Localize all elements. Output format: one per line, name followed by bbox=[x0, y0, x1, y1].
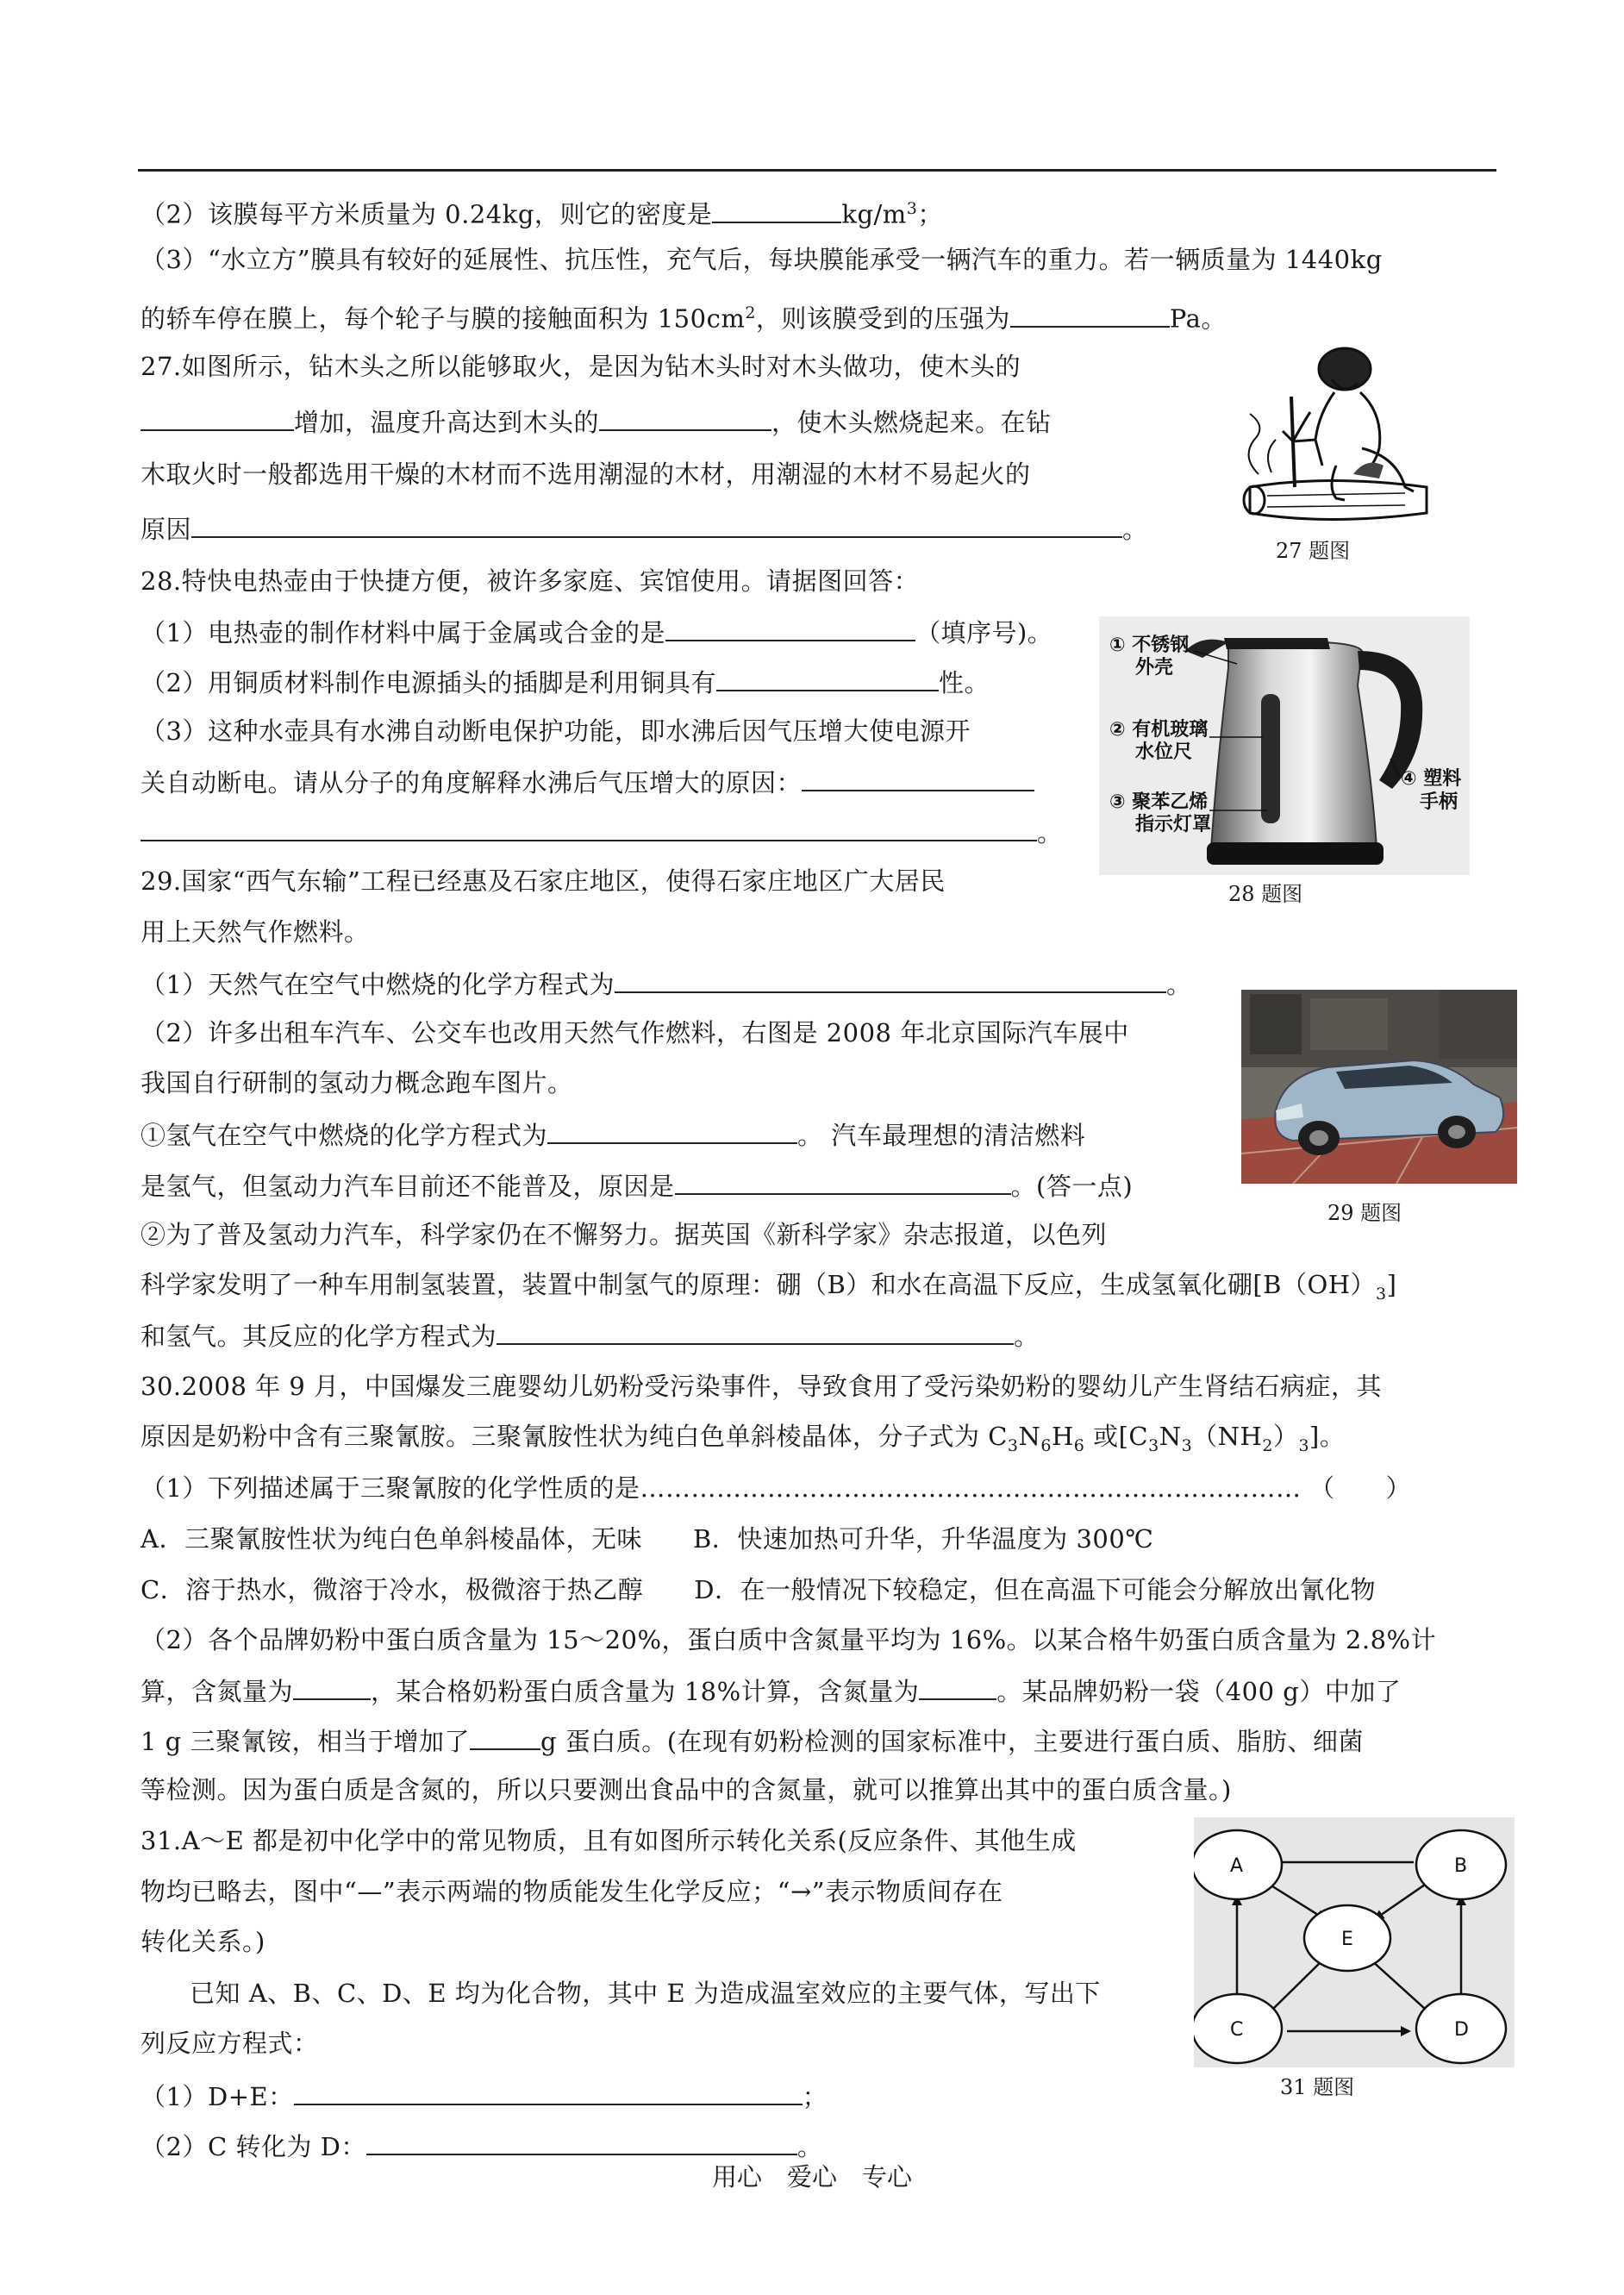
question-30-line: 算，含氮量为 ，某合格奶粉蛋白质含量为 18%计算，含氮量为 。某品牌奶粉一袋（400 g）中加了 bbox=[141, 1673, 1401, 1709]
question-28-line: 28.特快电热壶由于快捷方便，被许多家庭、宾馆使用。请据图回答： bbox=[141, 566, 920, 596]
question-31-line: （2）C 转化为 D： 。 bbox=[141, 2128, 822, 2164]
hydrogen-car-photo bbox=[1241, 990, 1517, 1184]
question-29-line: ①氢气在空气中燃烧的化学方程式为 。 汽车最理想的清洁燃料 bbox=[141, 1116, 1085, 1153]
question-29-line: 29.国家“西气东输”工程已经惠及石家庄地区，使得石家庄地区广大居民 bbox=[141, 866, 946, 896]
question-27-line: 27.如图所示，钻木头之所以能够取火，是因为钻木头时对木头做功，使木头的 bbox=[141, 352, 1021, 381]
answer-blank[interactable] bbox=[293, 1673, 371, 1700]
answer-blank[interactable] bbox=[665, 614, 915, 641]
kettle-figure bbox=[1099, 616, 1470, 875]
question-28-line: （2）用铜质材料制作电源插头的插脚是利用铜具有 性。 bbox=[141, 664, 990, 700]
answer-blank[interactable] bbox=[919, 1673, 996, 1700]
node-b-label: B bbox=[1454, 1855, 1468, 1877]
figure-31-caption: 31 题图 bbox=[1280, 2075, 1355, 2099]
question-30-line: （2）各个品牌奶粉中蛋白质含量为 15～20%，蛋白质中含氮量平均为 16%。以某合格牛奶蛋白质含量为 2.8%计 bbox=[141, 1625, 1437, 1654]
reaction-diagram bbox=[1194, 1817, 1515, 2067]
question-29-line: 我国自行研制的氢动力概念跑车图片。 bbox=[141, 1068, 573, 1097]
question-29-line: （2）许多出租车汽车、公交车也改用天然气作燃料，右图是 2008 年北京国际汽车展中 bbox=[141, 1018, 1129, 1047]
question-30-option-cd: C．溶于热水，微溶于冷水，极微溶于热乙醇 D．在一般情况下较稳定，但在高温下可能会分解放出氰化物 bbox=[141, 1575, 1376, 1604]
answer-blank[interactable] bbox=[615, 966, 1166, 993]
question-29-line: 和氢气。其反应的化学方程式为 。 bbox=[141, 1317, 1040, 1354]
text-line: （2）该膜每平方米质量为 0.24kg，则它的密度是 $kg/m^3$； bbox=[141, 191, 943, 232]
question-30-line: 原因是奶粉中含有三聚氰胺。三聚氰胺性状为纯白色单斜棱晶体，分子式为 $C_3N_6H_6$ 或$[C_3N_3(NH_2)_3]$。 bbox=[141, 1422, 1346, 1455]
kettle-label-3-sub: 指示灯罩 bbox=[1135, 814, 1212, 835]
kettle-label-2: ② 有机玻璃 bbox=[1109, 719, 1209, 741]
question-30-line: 等检测。因为蛋白质是含氮的，所以只要测出食品中的含氮量，就可以推算出其中的蛋白质含量。) bbox=[141, 1775, 1232, 1804]
question-27-line: 木取火时一般都选用干燥的木材而不选用潮湿的木材，用潮湿的木材不易起火的 bbox=[141, 460, 1031, 489]
node-c-label: C bbox=[1230, 2019, 1244, 2041]
node-e-label: E bbox=[1341, 1929, 1353, 1950]
question-31-line: 31.A～E 都是初中化学中的常见物质，且有如图所示转化关系(反应条件、其他生成 bbox=[141, 1826, 1077, 1855]
answer-blank[interactable] bbox=[366, 2128, 797, 2155]
question-29-line: 是氢气，但氢动力汽车目前还不能普及，原因是 。(答一点) bbox=[141, 1167, 1133, 1204]
kettle-label-2-sub: 水位尺 bbox=[1135, 741, 1193, 763]
answer-blank[interactable] bbox=[675, 1167, 1011, 1195]
text-line: （3）“水立方”膜具有较好的延展性、抗压性，充气后，每块膜能承受一辆汽车的重力。若一辆质量为 1440kg bbox=[141, 245, 1383, 274]
figure-29-caption: 29 题图 bbox=[1327, 1201, 1402, 1225]
question-29-line: 用上天然气作燃料。 bbox=[141, 917, 370, 947]
answer-blank[interactable] bbox=[1010, 300, 1170, 328]
answer-blank[interactable] bbox=[599, 403, 771, 431]
answer-blank[interactable] bbox=[141, 814, 1037, 841]
answer-blank[interactable] bbox=[497, 1317, 1014, 1345]
question-28-line: （3）这种水壶具有水沸自动断电保护功能，即水沸后因气压增大使电源开 bbox=[141, 716, 971, 746]
kettle-label-4: ④ 塑料 bbox=[1401, 768, 1462, 790]
answer-blank[interactable] bbox=[294, 2078, 803, 2105]
answer-blank[interactable] bbox=[470, 1723, 540, 1750]
fire-drill-figure bbox=[1233, 345, 1440, 530]
question-29-line: ②为了普及氢动力汽车，科学家仍在不懈努力。据英国《新科学家》杂志报道，以色列 bbox=[141, 1220, 1108, 1249]
question-28-line: （1）电热壶的制作材料中属于金属或合金的是 （填序号)。 bbox=[141, 614, 1052, 650]
answer-blank[interactable] bbox=[141, 403, 294, 431]
question-29-line: 科学家发明了一种车用制氢装置，装置中制氢气的原理：硼（B）和水在高温下反应，生成氢氧化硼$[B(OH)_3]$ bbox=[141, 1270, 1397, 1304]
answer-blank[interactable] bbox=[191, 510, 1122, 538]
question-31-line: 物均已略去，图中“—”表示两端的物质能发生化学反应；“→”表示物质间存在 bbox=[141, 1877, 1003, 1906]
text-line: 的轿车停在膜上，每个轮子与膜的接触面积为 $150cm^2$，则该膜受到的压强为 Pa。 bbox=[141, 296, 1227, 336]
question-30-option-ab: A．三聚氰胺性状为纯白色单斜棱晶体，无味 B．快速加热可升华，升华温度为 300℃ bbox=[141, 1524, 1154, 1554]
answer-blank[interactable] bbox=[712, 196, 841, 223]
question-31-line: 转化关系。) bbox=[141, 1927, 265, 1956]
answer-blank[interactable] bbox=[716, 664, 939, 691]
header-rule bbox=[138, 169, 1496, 172]
answer-blank[interactable] bbox=[802, 764, 1034, 791]
question-27-line: 原因 。 bbox=[141, 510, 1148, 547]
figure-28-caption: 28 题图 bbox=[1228, 882, 1303, 906]
question-29-line: （1）天然气在空气中燃烧的化学方程式为 。 bbox=[141, 966, 1191, 1002]
figure-27-caption: 27 题图 bbox=[1276, 539, 1351, 563]
question-31-line: 已知 A、B、C、D、E 均为化合物，其中 E 为造成温室效应的主要气体，写出下 bbox=[190, 1979, 1101, 2008]
question-31-line: （1）D+E： ； bbox=[141, 2078, 828, 2114]
kettle-label-4-sub: 手柄 bbox=[1420, 791, 1458, 813]
question-28-line: 。 bbox=[141, 814, 1063, 850]
answer-blank[interactable] bbox=[547, 1116, 797, 1144]
question-31-line: 列反应方程式： bbox=[141, 2029, 319, 2058]
page-footer: 用心 爱心 专心 bbox=[711, 2162, 912, 2192]
question-30-line: 1 g 三聚氰铵，相当于增加了 g 蛋白质。(在现有奶粉检测的国家标准中，主要进行蛋白质、脂肪、细菌 bbox=[141, 1723, 1364, 1759]
question-28-line: 关自动断电。请从分子的角度解释水沸后气压增大的原因： bbox=[141, 764, 1034, 800]
kettle-label-1: ① 不锈钢 bbox=[1109, 635, 1190, 656]
question-30-line: 30.2008 年 9 月，中国爆发三鹿婴幼儿奶粉受污染事件，导致食用了受污染奶粉的婴幼儿产生肾结石病症，其 bbox=[141, 1372, 1383, 1401]
question-30-line: （1）下列描述属于三聚氰胺的化学性质的是…………………………………………………………………… （ ） bbox=[141, 1473, 1412, 1503]
kettle-label-1-sub: 外壳 bbox=[1135, 657, 1174, 678]
question-27-line: 增加，温度升高达到木头的 ，使木头燃烧起来。在钻 bbox=[141, 403, 1052, 440]
node-d-label: D bbox=[1454, 2019, 1469, 2041]
node-a-label: A bbox=[1230, 1855, 1244, 1877]
kettle-label-3: ③ 聚苯乙烯 bbox=[1109, 791, 1209, 813]
